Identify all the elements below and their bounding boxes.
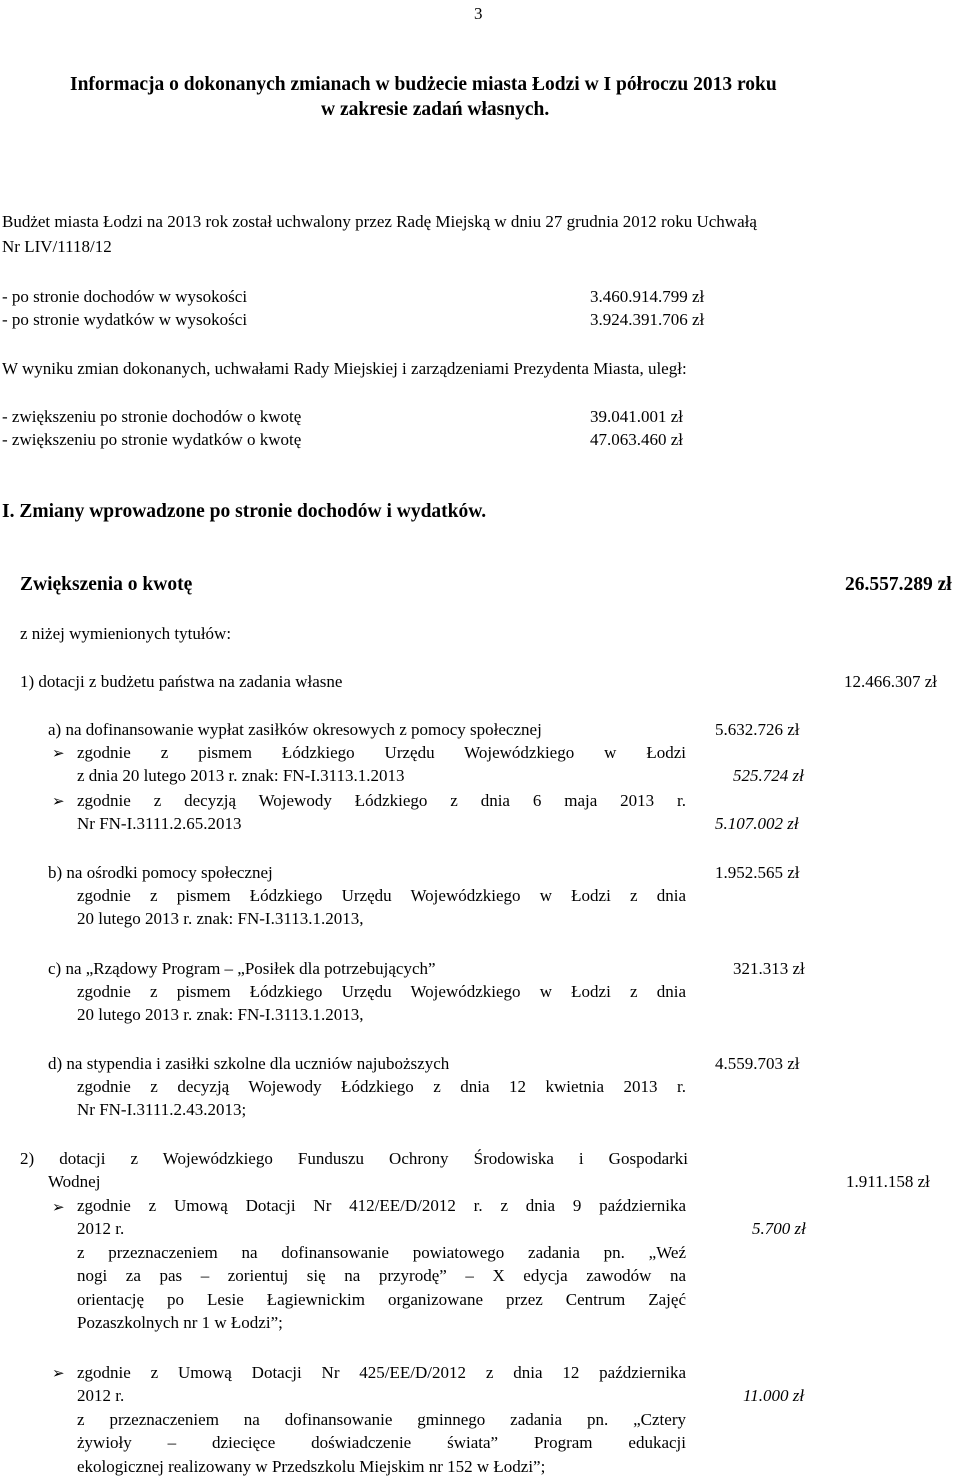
page-number: 3 [474, 4, 483, 23]
expense-value: 3.924.391.706 zł [590, 310, 705, 329]
income-value: 3.460.914.799 zł [590, 287, 705, 306]
item1d-line2: Nr FN-I.3111.2.43.2013; [77, 1100, 247, 1119]
arrow-bullet-icon: ➢ [52, 1198, 65, 1216]
from-titles: z niżej wymienionych tytułów: [20, 624, 232, 643]
changes-income-label: - zwiększeniu po stronie dochodów o kwotę [2, 407, 302, 426]
item2p1-desc4: Pozaszkolnych nr 1 w Łodzi”; [77, 1313, 283, 1332]
item1b-value: 1.952.565 zł [715, 863, 800, 882]
arrow-bullet-icon: ➢ [52, 744, 65, 762]
item1a1-value: 525.724 zł [733, 766, 804, 785]
item1-value: 12.466.307 zł [844, 672, 938, 691]
item2p2-desc1: z przeznaczeniem na dofinansowanie gminnego zadania pn. „Cztery [77, 1410, 686, 1429]
item1d-value: 4.559.703 zł [715, 1054, 800, 1073]
item2-value: 1.911.158 zł [846, 1172, 930, 1191]
item2-label-line2: Wodnej [48, 1172, 101, 1191]
arrow-bullet-icon: ➢ [52, 792, 65, 810]
item2p2-desc3: ekologicznej realizowany w Przedszkolu Miejskim nr 152 w Łodzi”; [77, 1457, 546, 1476]
item2p1-desc1: z przeznaczeniem na dofinansowanie powiatowego zadania pn. „Weź [77, 1243, 686, 1262]
item1b-label: b) na ośrodki pomocy społecznej [48, 863, 273, 882]
arrow-bullet-icon: ➢ [52, 1364, 65, 1382]
item2p1-line1: zgodnie z Umową Dotacji Nr 412/EE/D/2012 r. z dnia 9 października [77, 1196, 686, 1215]
intro-line1: Budżet miasta Łodzi na 2013 rok został uchwalony przez Radę Miejską w dniu 27 grudnia 2012 roku Uchwałą [2, 212, 757, 231]
item1c-value: 321.313 zł [733, 959, 805, 978]
document-title-line2: w zakresie zadań własnych. [321, 99, 550, 120]
expense-label: - po stronie wydatków w wysokości [2, 310, 248, 329]
changes-income-value: 39.041.001 zł [590, 407, 684, 426]
section1-heading: I. Zmiany wprowadzone po stronie dochodów i wydatków. [2, 501, 487, 522]
item2p1-desc3: orientację po Lesie Łagiewnickim organizowane przez Centrum Zajęć [77, 1290, 686, 1309]
item1a2-value: 5.107.002 zł [715, 814, 799, 833]
item1a2-line1: zgodnie z decyzją Wojewody Łódzkiego z dnia 6 maja 2013 r. [77, 791, 686, 810]
item2p1-desc2: nogi za pas – zorientuj się na przyrodę” – X edycja zawodów na [77, 1266, 686, 1285]
item2p2-line2: 2012 r. [77, 1386, 125, 1405]
intro-line2: Nr LIV/1118/12 [2, 237, 112, 256]
changes-intro: W wyniku zmian dokonanych, uchwałami Rady Miejskiej i zarządzeniami Prezydenta Miasta, uległ: [2, 359, 687, 378]
item1c-line2: 20 lutego 2013 r. znak: FN-I.3113.1.2013, [77, 1005, 364, 1024]
item1-label: 1) dotacji z budżetu państwa na zadania własne [20, 672, 343, 691]
item1a-value: 5.632.726 zł [715, 720, 800, 739]
item2p2-desc2: żywioły – dziecięce doświadczenie świata” Program edukacji [77, 1433, 686, 1452]
changes-expense-label: - zwiększeniu po stronie wydatków o kwotę [2, 430, 302, 449]
item2p1-line2: 2012 r. [77, 1219, 125, 1238]
document-title-line1: Informacja o dokonanych zmianach w budżecie miasta Łodzi w I półroczu 2013 roku [70, 74, 777, 95]
item1c-line1: zgodnie z pismem Łódzkiego Urzędu Wojewódzkiego w Łodzi z dnia [77, 982, 686, 1001]
changes-expense-value: 47.063.460 zł [590, 430, 684, 449]
item2p1-value: 5.700 zł [752, 1219, 806, 1238]
item1a1-line2: z dnia 20 lutego 2013 r. znak: FN-I.3113.1.2013 [77, 766, 405, 785]
increase-value: 26.557.289 zł [845, 574, 952, 595]
item2-label-line1: 2) dotacji z Wojewódzkiego Funduszu Ochrony Środowiska i Gospodarki [20, 1149, 688, 1168]
item1d-line1: zgodnie z decyzją Wojewody Łódzkiego z dnia 12 kwietnia 2013 r. [77, 1077, 686, 1096]
increase-label: Zwiększenia o kwotę [20, 574, 193, 595]
item1a-label: a) na dofinansowanie wypłat zasiłków okresowych z pomocy społecznej [48, 720, 542, 739]
item2p2-line1: zgodnie z Umową Dotacji Nr 425/EE/D/2012 z dnia 12 października [77, 1363, 686, 1382]
item1b-line1: zgodnie z pismem Łódzkiego Urzędu Wojewódzkiego w Łodzi z dnia [77, 886, 686, 905]
income-label: - po stronie dochodów w wysokości [2, 287, 248, 306]
item1c-label: c) na „Rządowy Program – „Posiłek dla potrzebujących” [48, 959, 436, 978]
item1b-line2: 20 lutego 2013 r. znak: FN-I.3113.1.2013, [77, 909, 364, 928]
item1a2-line2: Nr FN-I.3111.2.65.2013 [77, 814, 242, 833]
item1d-label: d) na stypendia i zasiłki szkolne dla uczniów najuboższych [48, 1054, 450, 1073]
item1a1-line1: zgodnie z pismem Łódzkiego Urzędu Wojewódzkiego w Łodzi [77, 743, 686, 762]
item2p2-value: 11.000 zł [743, 1386, 805, 1405]
